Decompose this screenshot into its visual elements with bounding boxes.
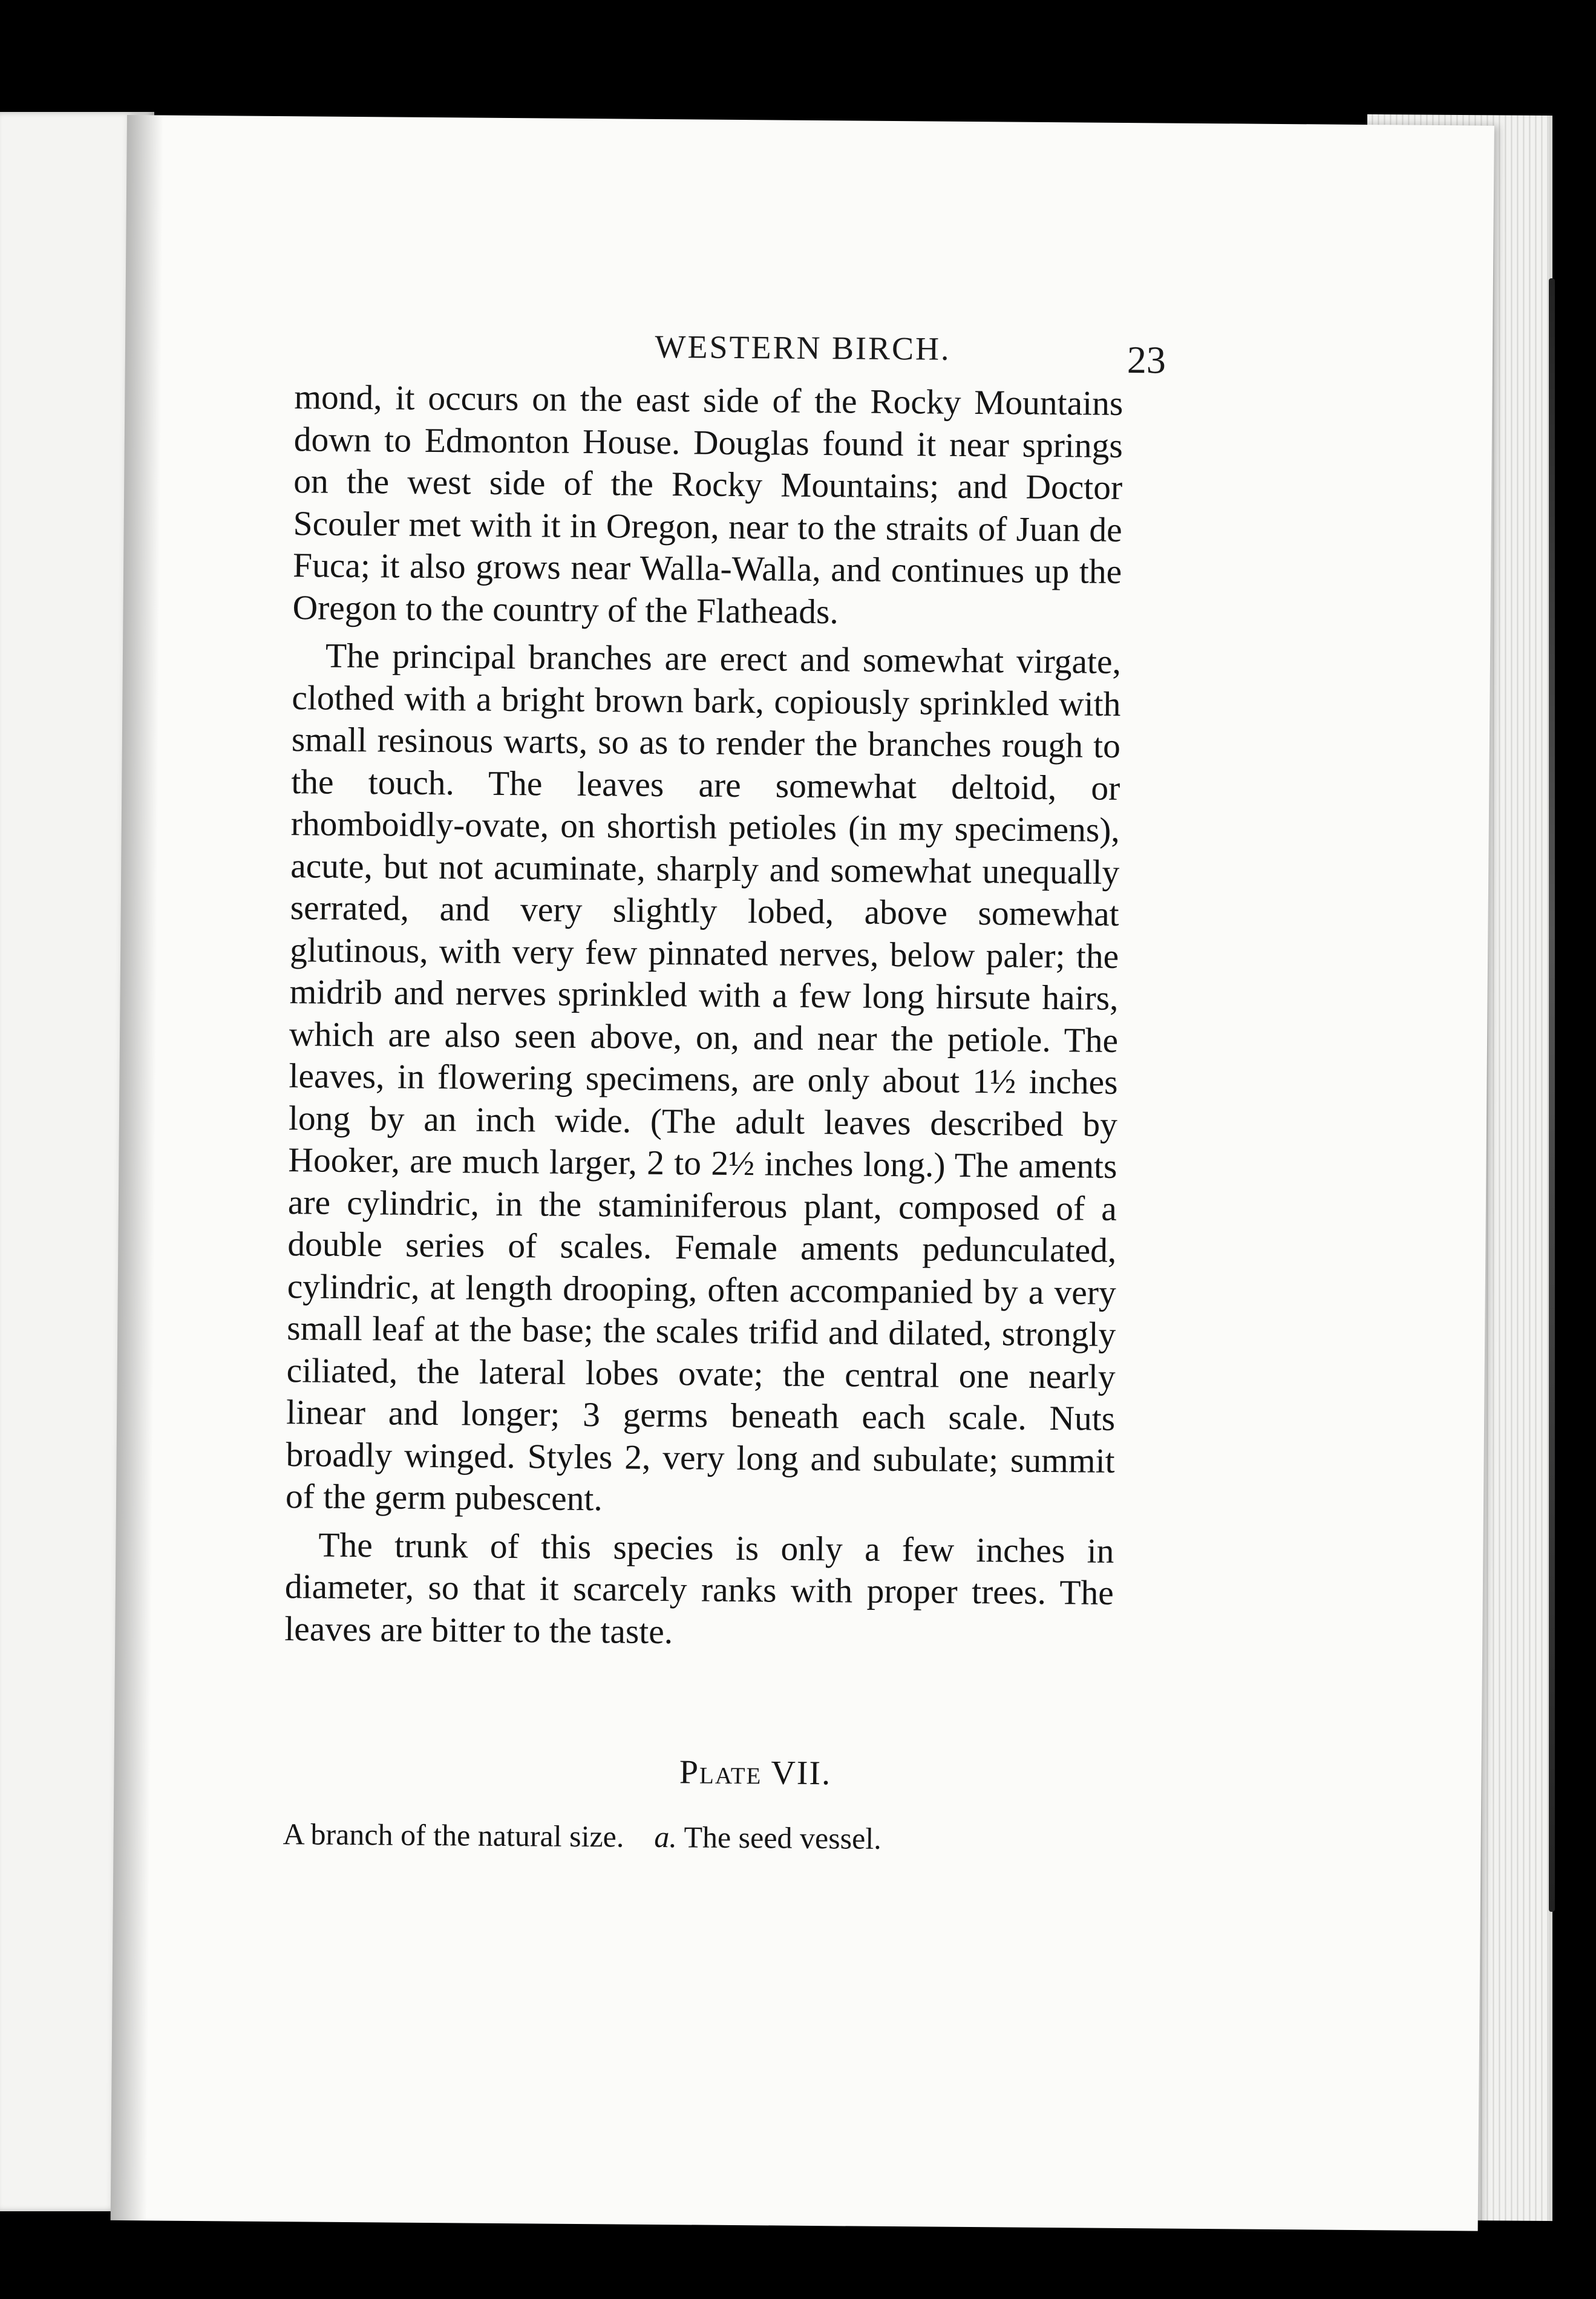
edge-shadow — [1549, 278, 1555, 1912]
book-page — [111, 115, 1494, 2231]
paragraph-description: The principal branches are erect and somewhat virgate, clothed with a bright brown bark, copiously sprinkled with small resinous warts, so as to render the branches rough to the touch. The leaves are somewhat deltoid, or rhomboidly-ovate, on shortish petioles (in my specimens), acute, but not acuminate, sharply and somewhat unequally serrated, and very slightly lobed, above somewhat glutinous, with very few pinnated nerves, below paler; the midrib and nerves sprinkled with a few long hirsute hairs, which are also seen above, on, and near the petiole. The leaves, in flowering specimens, are only about 1½ inches long by an inch wide. (The adult leaves described by Hooker, are much larger, 2 to 2½ inches long.) The aments are cylindric, in the staminiferous plant, composed of a double series of scales. Female aments pedunculated, cylindric, at length drooping, often accompanied by a very small leaf at the base; the scales trifid and dilated, strongly ciliated, the lateral lobes ovate; the central one nearly linear and longer; 3 germs beneath each scale. Nuts broadly winged. Styles 2, very long and subulate; summit of the germ pubescent. — [285, 636, 1122, 1519]
page-number: 23 — [1127, 338, 1166, 382]
paragraph-continued: mond, it occurs on the east side of the Rocky Mountains down to Edmonton House. Douglas found it near springs on the west side of the Rocky Mountains; and Doctor Scouler met with it in Oregon, near to the straits of Juan de Fuca; it also grows near Walla-Walla, and continues up the Oregon to the country of the Flatheads. — [292, 378, 1123, 631]
caption-figure-text: The seed vessel. — [684, 1820, 881, 1856]
plate-caption — [283, 1816, 1130, 1858]
caption-text: A branch of the natural size. — [283, 1817, 624, 1854]
plate-label: Plate VII. — [679, 1753, 832, 1793]
plate-heading — [574, 1752, 937, 1794]
caption-figure-letter: a. — [654, 1819, 678, 1854]
paragraph-trunk: The trunk of this species is only a few inches in diameter, so that it scarcely ranks with proper trees. The leaves are bitter to the taste. — [284, 1526, 1114, 1651]
running-head: WESTERN BIRCH. — [655, 328, 951, 367]
body-text — [284, 376, 1123, 1656]
